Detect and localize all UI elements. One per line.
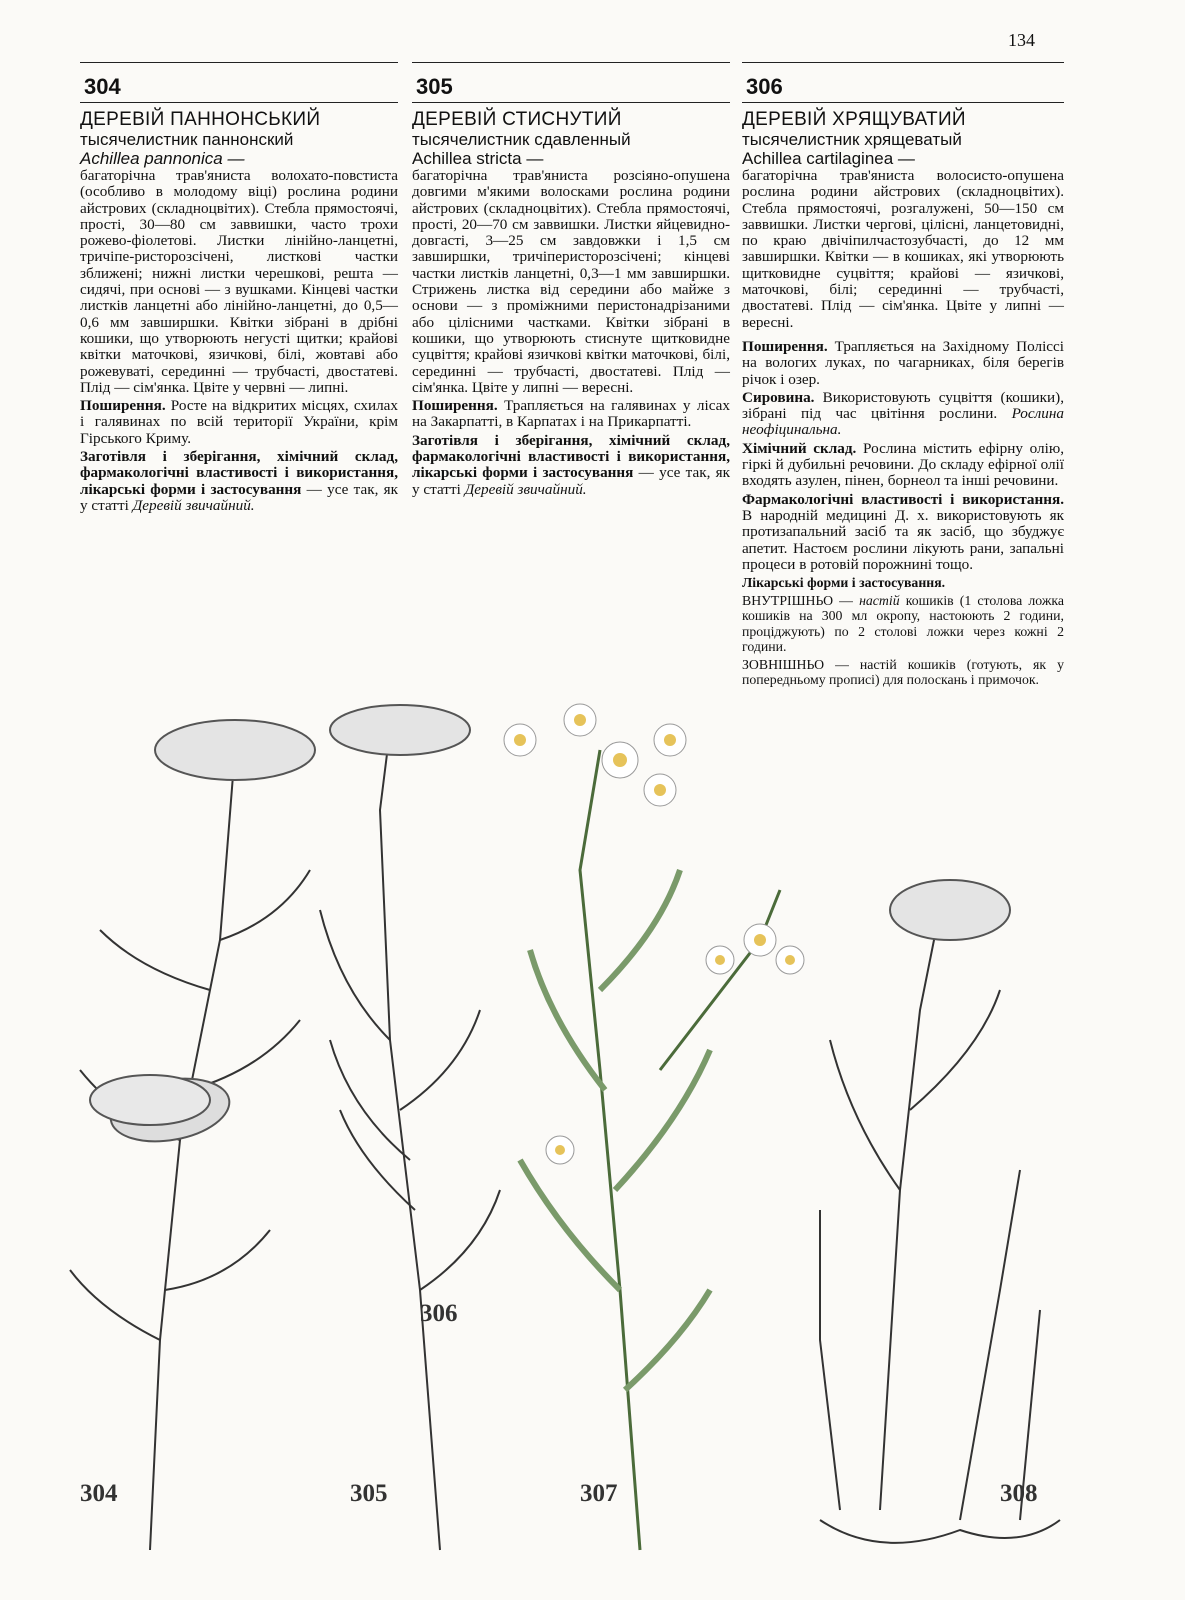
description: багаторічна трав'яниста розсіяно-опушена довгими м'якими волосками рослина родини айстрових (складноцвітих). Стебла прямостоячі, прості, 20—70 см заввишки. Листки яйцевидно-довгасті, 3—25 см завдовжки і 1,5 см завширшки, тричіперисторозсічені; кінцеві частки листків ланцетні, 0,3—1 мм завширшки. Стрижень листка від середини або майже з основи — з проміжними перистонадрізаними або цілісними частками. Квітки зібрані в кошики, що утворюють стиснуте щитковидне суцвіття; крайові язичкові квітки маточкові, білі, серединні — трубчасті, двостатеві. Плід — сім'янка. Цвіте у липні — вересні. xyxy=(412,167,730,396)
entry-306 xyxy=(742,62,1064,690)
raw-material: Сировина. Використовують суцвіття (кошики), зібрані під час цвітіння рослини. Рослина неофіцинальна. xyxy=(742,388,1065,439)
page-number: 134 xyxy=(1008,30,1035,50)
plate-label-306: 306 xyxy=(420,1300,458,1327)
number-rule xyxy=(412,102,730,103)
description: багаторічна трав'яниста волосисто-опушена рослина родини айстрових (складноцвітих). Стебла прямостоячі, розгалужені, 50—150 см заввишки. Листки чергові, цілісні, ланцетовидні, по краю двічіпилчастозубчасті, до 12 мм завширшки. Квітки — в кошиках, які утворюють щитковидне суцвіття; крайові — язичкові, маточкові, білі; серединні — трубчасті, двостатеві. Плід — сім'янка. Цвіте у липні — вересні. xyxy=(742,167,1064,331)
usage-reference: Заготівля і зберігання, хімічний склад, фармакологічні властивості і використання, лікарські форми і застосування — усе так, як у статті Деревій звичайний. xyxy=(412,431,730,498)
plant-304-drawing xyxy=(70,720,315,1550)
spread: Поширення. Трапляється на Західному Поліссі на вологих луках, по чагарниках, біля берегів річок і озер. xyxy=(742,337,1065,388)
entry-304 xyxy=(80,62,398,516)
external-use: ЗОВНІШНЬО — настій кошиків (готують, як у попередньому прописі) для полоскань і примочок. xyxy=(742,656,1064,688)
forms-heading: Лікарські форми і застосування. xyxy=(742,575,946,591)
entry-305 xyxy=(412,62,730,500)
entry-title: ДЕРЕВІЙ ПАННОНСЬКИЙ xyxy=(80,109,321,130)
number-rule xyxy=(742,102,1064,103)
spread: Поширення. Росте на відкритих місцях, схилах і галявинах по всій території України, крім Гірського Криму. xyxy=(80,397,398,447)
entry-number: 305 xyxy=(416,74,453,99)
latin-name: Achillea pannonica — xyxy=(80,149,245,168)
number-rule xyxy=(80,102,398,103)
entry-title: ДЕРЕВІЙ ХРЯЩУВАТИЙ xyxy=(742,109,966,130)
latin-name: Achillea cartilaginea — xyxy=(742,149,915,168)
plate-label-304: 304 xyxy=(80,1480,118,1507)
entry-title: ДЕРЕВІЙ СТИСНУТИЙ xyxy=(412,109,622,130)
internal-use: ВНУТРІШНЬО — настій кошиків (1 столова ложка кошиків на 300 мл окропу, настоюють 2 години, проціджують) по 2 столові ложки через кожні 2 години. xyxy=(742,592,1064,655)
plant-308-drawing xyxy=(820,880,1060,1543)
usage-reference: Заготівля і зберігання, хімічний склад, фармакологічні властивості і використання, лікарські форми і застосування — усе так, як у статті Деревій звичайний. xyxy=(80,448,398,514)
russian-name: тысячелистник хрящеватый xyxy=(742,130,962,149)
spread: Поширення. Трапляється на галявинах у лісах на Закарпатті, в Карпатах і на Прикарпатті. xyxy=(412,397,730,431)
pharmacology: Фармакологічні властивості і використання. В народній медицині Д. х. використовують як протизапальний засіб та як засіб, що збуджує апетит. Настоєм рослини лікують рани, запальні процеси в ротовій порожнині тощо. xyxy=(742,490,1064,573)
plate-label-308: 308 xyxy=(1000,1480,1038,1507)
description: багаторічна трав'яниста волохато-повстиста (особливо в молодому віці) рослина родини айстрових (складноцвітих). Стебла прямостоячі, прості, 30—80 см заввишки, часто трохи рожево-фіолетові. Листки лінійно-ланцетні, тричіпе-ристорозсічені, листкові частки зближені; нижні листки черешкові, решта — сидячі, при основі — з вушками. Кінцеві частки листків ланцетні або лінійно-ланцетні, до 0,5—0,6 мм завширшки. Квітки зібрані в дрібні кошики, що утворюють негусті щитки; крайові квітки маточкові, язичкові, білі, жовтаві або рожевуваті, серединні — трубчасті, двостатеві. Плід — сім'янка. Цвіте у червні — липні. xyxy=(80,167,398,396)
botanical-illustration xyxy=(60,690,1090,1570)
russian-name: тысячелистник сдавленный xyxy=(412,130,631,149)
plate-label-307: 307 xyxy=(580,1480,618,1507)
plate-label-305: 305 xyxy=(350,1480,388,1507)
plant-305-drawing xyxy=(320,705,500,1550)
latin-name: Achillea stricta — xyxy=(412,149,544,168)
plants-drawing xyxy=(60,690,1090,1570)
chemical-composition: Хімічний склад. Рослина містить ефірну олію, гіркі й дубильні речовини. До складу ефірної олії входять азулен, пінен, борнеол та інші речовини. xyxy=(742,439,1064,490)
entry-number: 304 xyxy=(84,74,121,99)
russian-name: тысячелистник паннонский xyxy=(80,130,294,149)
flower-heads xyxy=(504,704,804,1164)
entry-number: 306 xyxy=(746,74,783,99)
